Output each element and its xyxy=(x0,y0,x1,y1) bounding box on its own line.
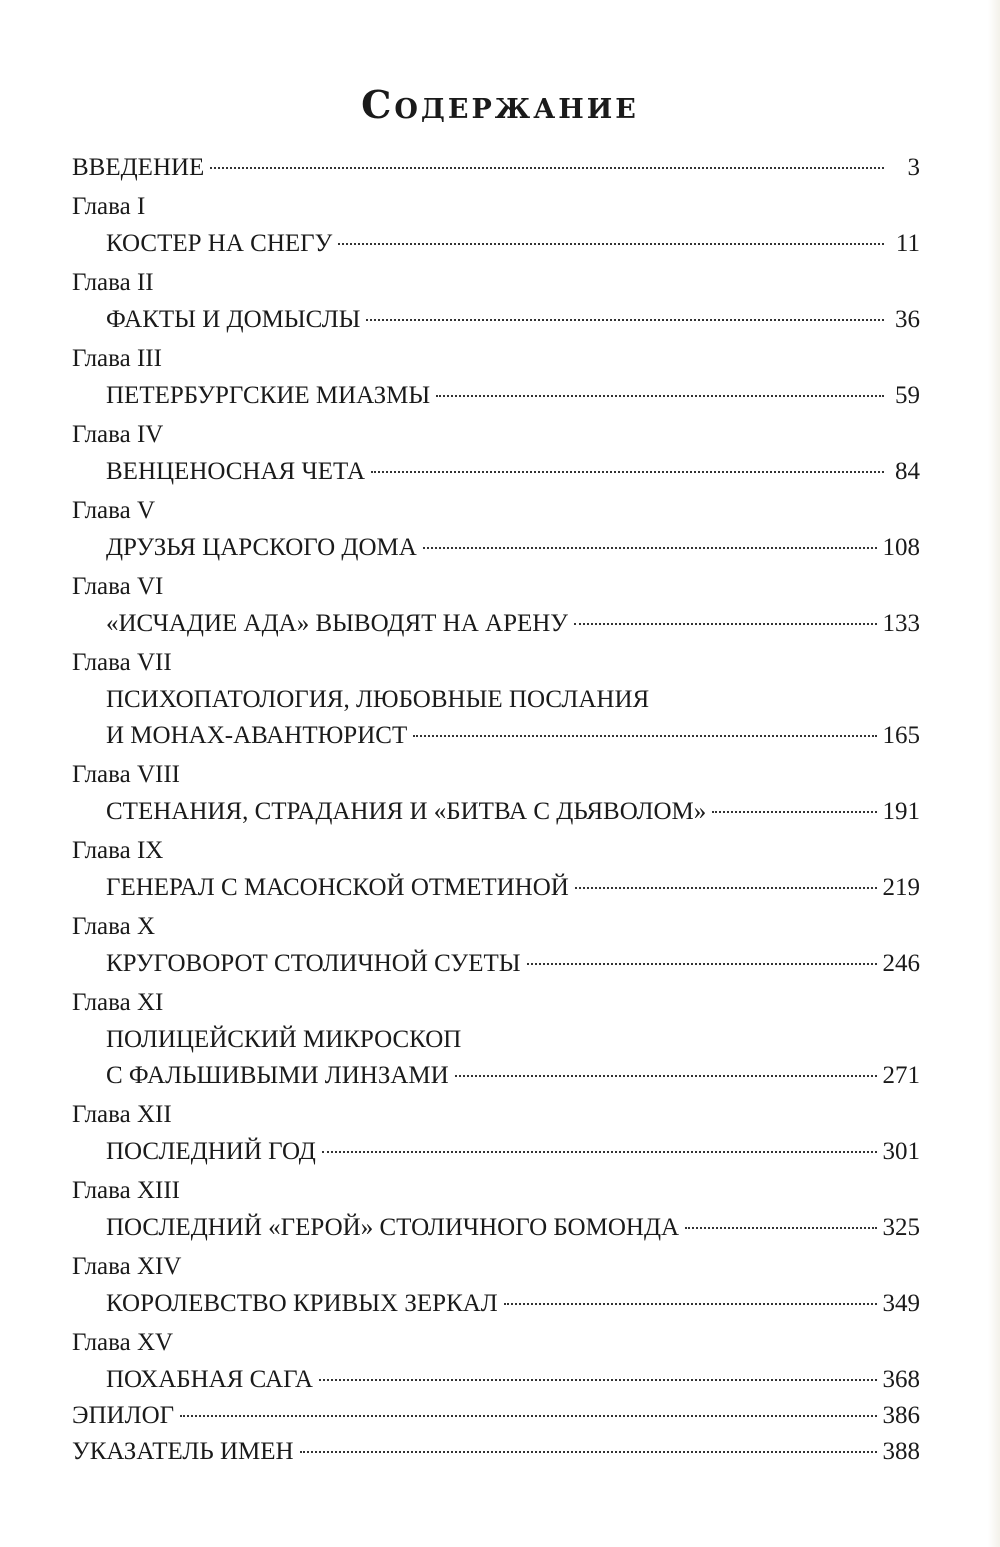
toc-entry-label: ВВЕДЕНИЕ xyxy=(72,154,205,181)
chapter-entry xyxy=(72,264,920,338)
chapter-entry xyxy=(72,756,920,830)
chapter-number: Глава XI xyxy=(72,989,164,1016)
toc-entry-label: ЭПИЛОГ xyxy=(72,1402,175,1429)
dot-leader xyxy=(338,243,884,245)
chapter-number: Глава I xyxy=(72,193,146,220)
chapter-number: Глава VI xyxy=(72,573,164,600)
chapter-title-line: ПОЛИЦЕЙСКИЙ МИКРОСКОП xyxy=(106,1026,462,1053)
toc-entry[interactable] xyxy=(72,1434,920,1470)
chapter-entry xyxy=(72,832,920,906)
toc-page-number: 301 xyxy=(882,1138,920,1165)
table-of-contents xyxy=(72,150,920,1470)
chapter-number: Глава V xyxy=(72,497,156,524)
toc-entry-label: ПОХАБНАЯ САГА xyxy=(106,1366,313,1393)
chapter-entry xyxy=(72,340,920,414)
toc-entry-label: ПОСЛЕДНИЙ ГОД xyxy=(106,1138,316,1165)
toc-entry-label: СТЕНАНИЯ, СТРАДАНИЯ И «БИТВА С ДЬЯВОЛОМ» xyxy=(106,798,707,825)
chapter-number: Глава X xyxy=(72,913,156,940)
toc-page-number: 84 xyxy=(895,458,920,485)
toc-entry-label: ДРУЗЬЯ ЦАРСКОГО ДОМА xyxy=(106,534,417,561)
chapter-entry xyxy=(72,416,920,490)
dot-leader xyxy=(423,547,877,549)
toc-entry[interactable] xyxy=(72,454,920,490)
toc-entry[interactable] xyxy=(72,530,920,566)
toc-page-number: 349 xyxy=(882,1290,920,1317)
dot-leader xyxy=(366,319,884,321)
dot-leader xyxy=(575,887,877,889)
chapter-number: Глава III xyxy=(72,345,162,372)
appendix-list xyxy=(72,1398,920,1470)
toc-entry-label: И МОНАХ-АВАНТЮРИСТ xyxy=(106,722,408,749)
chapter-entry xyxy=(72,1324,920,1398)
dot-leader xyxy=(455,1075,877,1077)
dot-leader xyxy=(322,1151,877,1153)
toc-entry-label: КОСТЕР НА СНЕГУ xyxy=(106,230,333,257)
toc-entry-label: ПОСЛЕДНИЙ «ГЕРОЙ» СТОЛИЧНОГО БОМОНДА xyxy=(106,1214,680,1241)
toc-entry[interactable] xyxy=(72,1210,920,1246)
dot-leader xyxy=(504,1303,877,1305)
toc-entry[interactable] xyxy=(72,1058,920,1094)
chapter-title-line: ПСИХОПАТОЛОГИЯ, ЛЮБОВНЫЕ ПОСЛАНИЯ xyxy=(106,686,650,713)
toc-entry[interactable] xyxy=(72,946,920,982)
toc-page-number: 386 xyxy=(882,1402,920,1429)
toc-entry-label: КОРОЛЕВСТВО КРИВЫХ ЗЕРКАЛ xyxy=(106,1290,498,1317)
toc-page-number: 325 xyxy=(882,1214,920,1241)
page-title: Содержание xyxy=(361,82,639,127)
chapter-number: Глава VIII xyxy=(72,761,180,788)
toc-entry[interactable] xyxy=(72,226,920,262)
toc-page-number: 108 xyxy=(882,534,920,561)
toc-entry[interactable] xyxy=(72,606,920,642)
chapter-entry xyxy=(72,908,920,982)
chapter-number: Глава VII xyxy=(72,649,172,676)
toc-entry[interactable] xyxy=(72,1398,920,1434)
toc-entry-intro[interactable] xyxy=(72,150,920,186)
dot-leader xyxy=(436,395,884,397)
chapter-entry xyxy=(72,492,920,566)
toc-page-number: 191 xyxy=(882,798,920,825)
toc-entry-label: «ИСЧАДИЕ АДА» ВЫВОДЯТ НА АРЕНУ xyxy=(106,610,568,637)
chapter-number: Глава XV xyxy=(72,1329,174,1356)
toc-entry[interactable] xyxy=(72,870,920,906)
toc-entry-label: УКАЗАТЕЛЬ ИМЕН xyxy=(72,1438,294,1465)
dot-leader xyxy=(574,623,877,625)
toc-page-number: 368 xyxy=(882,1366,920,1393)
toc-entry[interactable] xyxy=(72,718,920,754)
chapter-list xyxy=(72,188,920,1398)
toc-entry-label: ПЕТЕРБУРГСКИЕ МИАЗМЫ xyxy=(106,382,431,409)
toc-entry[interactable] xyxy=(72,1134,920,1170)
chapter-entry xyxy=(72,644,920,754)
dot-leader xyxy=(180,1415,876,1417)
chapter-entry xyxy=(72,1248,920,1322)
toc-page-number: 219 xyxy=(882,874,920,901)
dot-leader xyxy=(300,1451,877,1453)
toc-entry-label: ГЕНЕРАЛ С МАСОНСКОЙ ОТМЕТИНОЙ xyxy=(106,874,569,901)
toc-page-number: 165 xyxy=(882,722,920,749)
toc-page-number: 271 xyxy=(882,1062,920,1089)
toc-entry[interactable] xyxy=(72,794,920,830)
chapter-number: Глава IX xyxy=(72,837,164,864)
toc-page-number: 133 xyxy=(882,610,920,637)
toc-entry-label: КРУГОВОРОТ СТОЛИЧНОЙ СУЕТЫ xyxy=(106,950,521,977)
chapter-entry xyxy=(72,568,920,642)
toc-entry-label: С ФАЛЬШИВЫМИ ЛИНЗАМИ xyxy=(106,1062,449,1089)
dot-leader xyxy=(413,735,876,737)
toc-entry[interactable] xyxy=(72,378,920,414)
dot-leader xyxy=(371,471,884,473)
toc-entry-label: ФАКТЫ И ДОМЫСЛЫ xyxy=(106,306,361,333)
dot-leader xyxy=(319,1379,877,1381)
chapter-number: Глава XIV xyxy=(72,1253,182,1280)
toc-entry[interactable] xyxy=(72,1362,920,1398)
dot-leader xyxy=(712,811,876,813)
toc-page-number: 388 xyxy=(882,1438,920,1465)
chapter-number: Глава XIII xyxy=(72,1177,180,1204)
chapter-number: Глава II xyxy=(72,269,154,296)
chapter-entry xyxy=(72,984,920,1094)
toc-page-number: 36 xyxy=(895,306,920,333)
chapter-number: Глава XII xyxy=(72,1101,172,1128)
chapter-number: Глава IV xyxy=(72,421,164,448)
page-edge-shadow xyxy=(988,0,1000,1547)
toc-page-number: 11 xyxy=(895,230,920,257)
chapter-entry xyxy=(72,188,920,262)
dot-leader xyxy=(685,1227,876,1229)
dot-leader xyxy=(210,167,884,169)
toc-entry-label: ВЕНЦЕНОСНАЯ ЧЕТА xyxy=(106,458,366,485)
toc-page-number: 246 xyxy=(882,950,920,977)
chapter-entry xyxy=(72,1172,920,1246)
toc-page-number: 59 xyxy=(895,382,920,409)
toc-entry[interactable] xyxy=(72,302,920,338)
chapter-entry xyxy=(72,1096,920,1170)
toc-page-number: 3 xyxy=(907,154,920,181)
toc-entry[interactable] xyxy=(72,1286,920,1322)
dot-leader xyxy=(527,963,877,965)
